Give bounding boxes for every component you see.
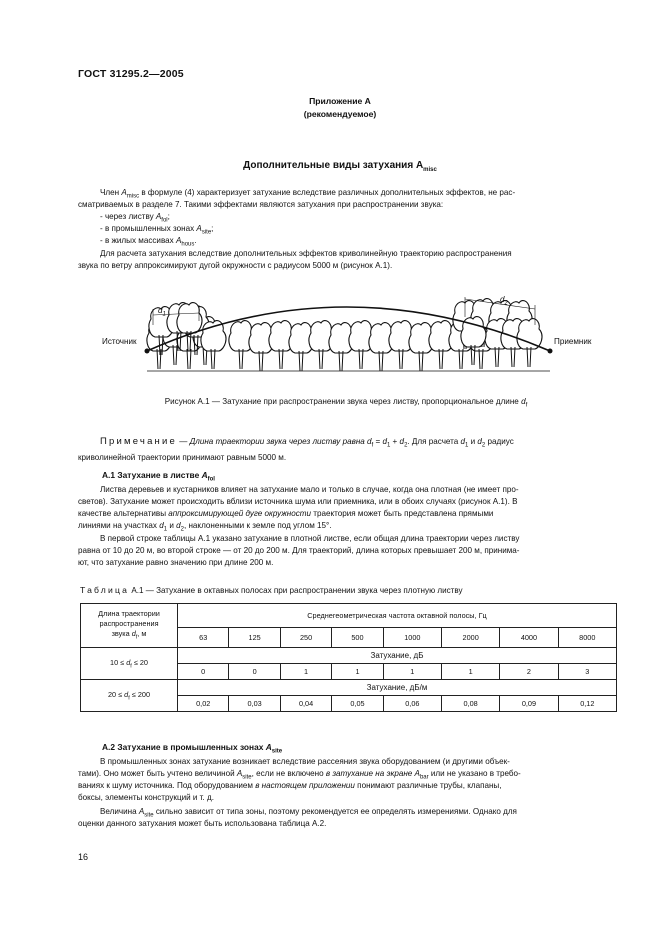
note: Примечание — Длина траектории звука через листву равна $d_f = d_1 + d_2$. Для расчета $d_1$ и $d_2$ радиус криволинейной траектории принимают равным 5000 м. xyxy=(78,436,514,462)
table-cell: 1 xyxy=(441,664,499,680)
a2-paragraph-line: тами). Оно может быть учтено величиной $A_{site}$, если не включено в затухание на экране $A_{bar}$ или не указано в требо- xyxy=(78,769,521,781)
a2-paragraph-line: В промышленных зонах затухание возникает вследствие рассеяния звука оборудованием (и другими объек- xyxy=(100,757,510,766)
table-cell: 1 xyxy=(383,664,441,680)
tree-group-right xyxy=(453,299,542,367)
list-item: - в жилых массивах $A_{hous}$. xyxy=(100,236,197,248)
table-freq-cell: 2000 xyxy=(441,628,499,648)
table-caption: Таблица А.1 — Затухание в октавных полосах при распространении звука через плотную листву xyxy=(80,585,463,595)
a1-paragraph-line: ют, что затухание равно значению при длине 200 м. xyxy=(78,558,274,567)
table-freq-cell: 500 xyxy=(332,628,383,648)
receiver-point xyxy=(548,349,553,354)
table-freq-cell: 125 xyxy=(229,628,280,648)
a2-paragraph-line: оценки данного затухания может быть использована таблица А.2. xyxy=(78,819,327,828)
a2-paragraph-line: боксы, элементы конструкций и т. д. xyxy=(78,793,214,802)
table-freq-cell: 250 xyxy=(280,628,331,648)
table-freq-cell: 1000 xyxy=(383,628,441,648)
table-cell: 0,08 xyxy=(441,696,499,712)
intro-paragraph: Член $A_{misc}$ в формуле (4) характеризует затухание вследствие различных дополнительных эффектов, не рас- xyxy=(100,188,516,200)
list-item: - в промышленных зонах $A_{site}$; xyxy=(100,224,214,236)
list-item: - через листву $A_{fol}$; xyxy=(100,212,170,224)
source-point xyxy=(145,349,150,354)
figure-caption: Рисунок А.1 — Затухание при распространении звука через листву, пропорциональное длине $d_f$ xyxy=(164,397,528,409)
table-header-length: Длина траектории распространения звука $d_f$, м xyxy=(81,604,178,648)
table-cell: 0,04 xyxy=(280,696,331,712)
a1-paragraph-line: Листва деревьев и кустарников влияет на затухание мало и только в случае, когда она плотная (не имеет про- xyxy=(100,485,519,494)
a1-paragraph-line: качестве альтернативы аппроксимирующей дуге окружности траектория может быть представлена прямыми xyxy=(78,509,494,518)
section-a2-title: А.2 Затухание в промышленных зонах $A_{site}$ xyxy=(102,742,283,755)
table-cell: 0,05 xyxy=(332,696,383,712)
table-cell: 0,12 xyxy=(558,696,616,712)
a2-paragraph-line: ваниях к шуму источника. Под оборудованием в настоящем приложении понимают различные трубы, клапаны, xyxy=(78,781,502,790)
appendix-title: Приложение А xyxy=(309,96,371,106)
table-cell: 0,09 xyxy=(500,696,558,712)
table-row1-unit: Затухание, дБ xyxy=(178,648,617,664)
table-cell: 0,03 xyxy=(229,696,280,712)
table-row1-range: $10 \le d_f \le 20$ xyxy=(81,648,178,680)
table-cell: 1 xyxy=(332,664,383,680)
table-cell: 2 xyxy=(500,664,558,680)
appendix-subtitle: (рекомендуемое) xyxy=(303,109,377,119)
a2-paragraph-line: Величина $A_{site}$ сильно зависит от типа зоны, поэтому рекомендуется ее определять измерениями. Однако для xyxy=(100,807,517,819)
table-cell: 3 xyxy=(558,664,616,680)
table-cell: 1 xyxy=(280,664,331,680)
a1-paragraph-line: светов). Затухание может происходить вблизи источника шума или приемника, или в обоих случаях (рисунок А.1). В xyxy=(78,497,518,506)
table-row2-unit: Затухание, дБ/м xyxy=(178,680,617,696)
table-header-frequency: Среднегеометрическая частота октавной полосы, Гц xyxy=(178,604,617,628)
table-cell: 0,06 xyxy=(383,696,441,712)
section-symbol: $A_{misc}$ xyxy=(415,160,437,173)
table-cell: 0 xyxy=(229,664,280,680)
table-freq-cell: 8000 xyxy=(558,628,616,648)
table-freq-cell: 4000 xyxy=(500,628,558,648)
page-number: 16 xyxy=(78,852,89,862)
table-row2-range: $20 \le d_f \le 200$ xyxy=(81,680,178,712)
label-d1: $d_1$ xyxy=(158,306,166,318)
table-cell: 0 xyxy=(178,664,229,680)
intro-paragraph-line2: сматриваемых в разделе 7. Такими эффектами являются затухания при распространении звука: xyxy=(78,200,444,209)
attenuation-table xyxy=(80,603,617,712)
section-title: Дополнительные виды затухания $A_{misc}$ xyxy=(243,160,437,173)
a1-paragraph-line: линиями на участках $d_1$ и $d_2$, наклоненными к земле под углом 15°. xyxy=(78,521,332,533)
label-source: Источник xyxy=(102,337,137,346)
intro-paragraph-2: Для расчета затухания вследствие дополнительных эффектов криволинейную траекторию распространения xyxy=(100,249,512,258)
section-a1-title: А.1 Затухание в листве $A_{fol}$ xyxy=(102,470,215,483)
intro-paragraph-2-line2: звука по ветру аппроксимируют дугой окружности с радиусом 5000 м (рисунок А.1). xyxy=(78,261,393,270)
table-freq-cell: 63 xyxy=(178,628,229,648)
tree-group-middle xyxy=(229,321,494,371)
a1-paragraph-line: равна от 10 до 20 м, во второй строке — от 20 до 200 м. Для траекторий, длина которых превышает 200 м, принима- xyxy=(78,546,520,555)
table-cell: 0,02 xyxy=(178,696,229,712)
a1-paragraph-line: В первой строке таблицы А.1 указано затухание в плотной листве, если общая длина траектории через листву xyxy=(100,534,520,543)
document-header: ГОСТ 31295.2—2005 xyxy=(78,68,184,80)
label-receiver: Приемник xyxy=(554,337,592,346)
figure-foliage-diagram xyxy=(95,285,605,385)
label-d2: $d_2$ xyxy=(500,295,508,307)
